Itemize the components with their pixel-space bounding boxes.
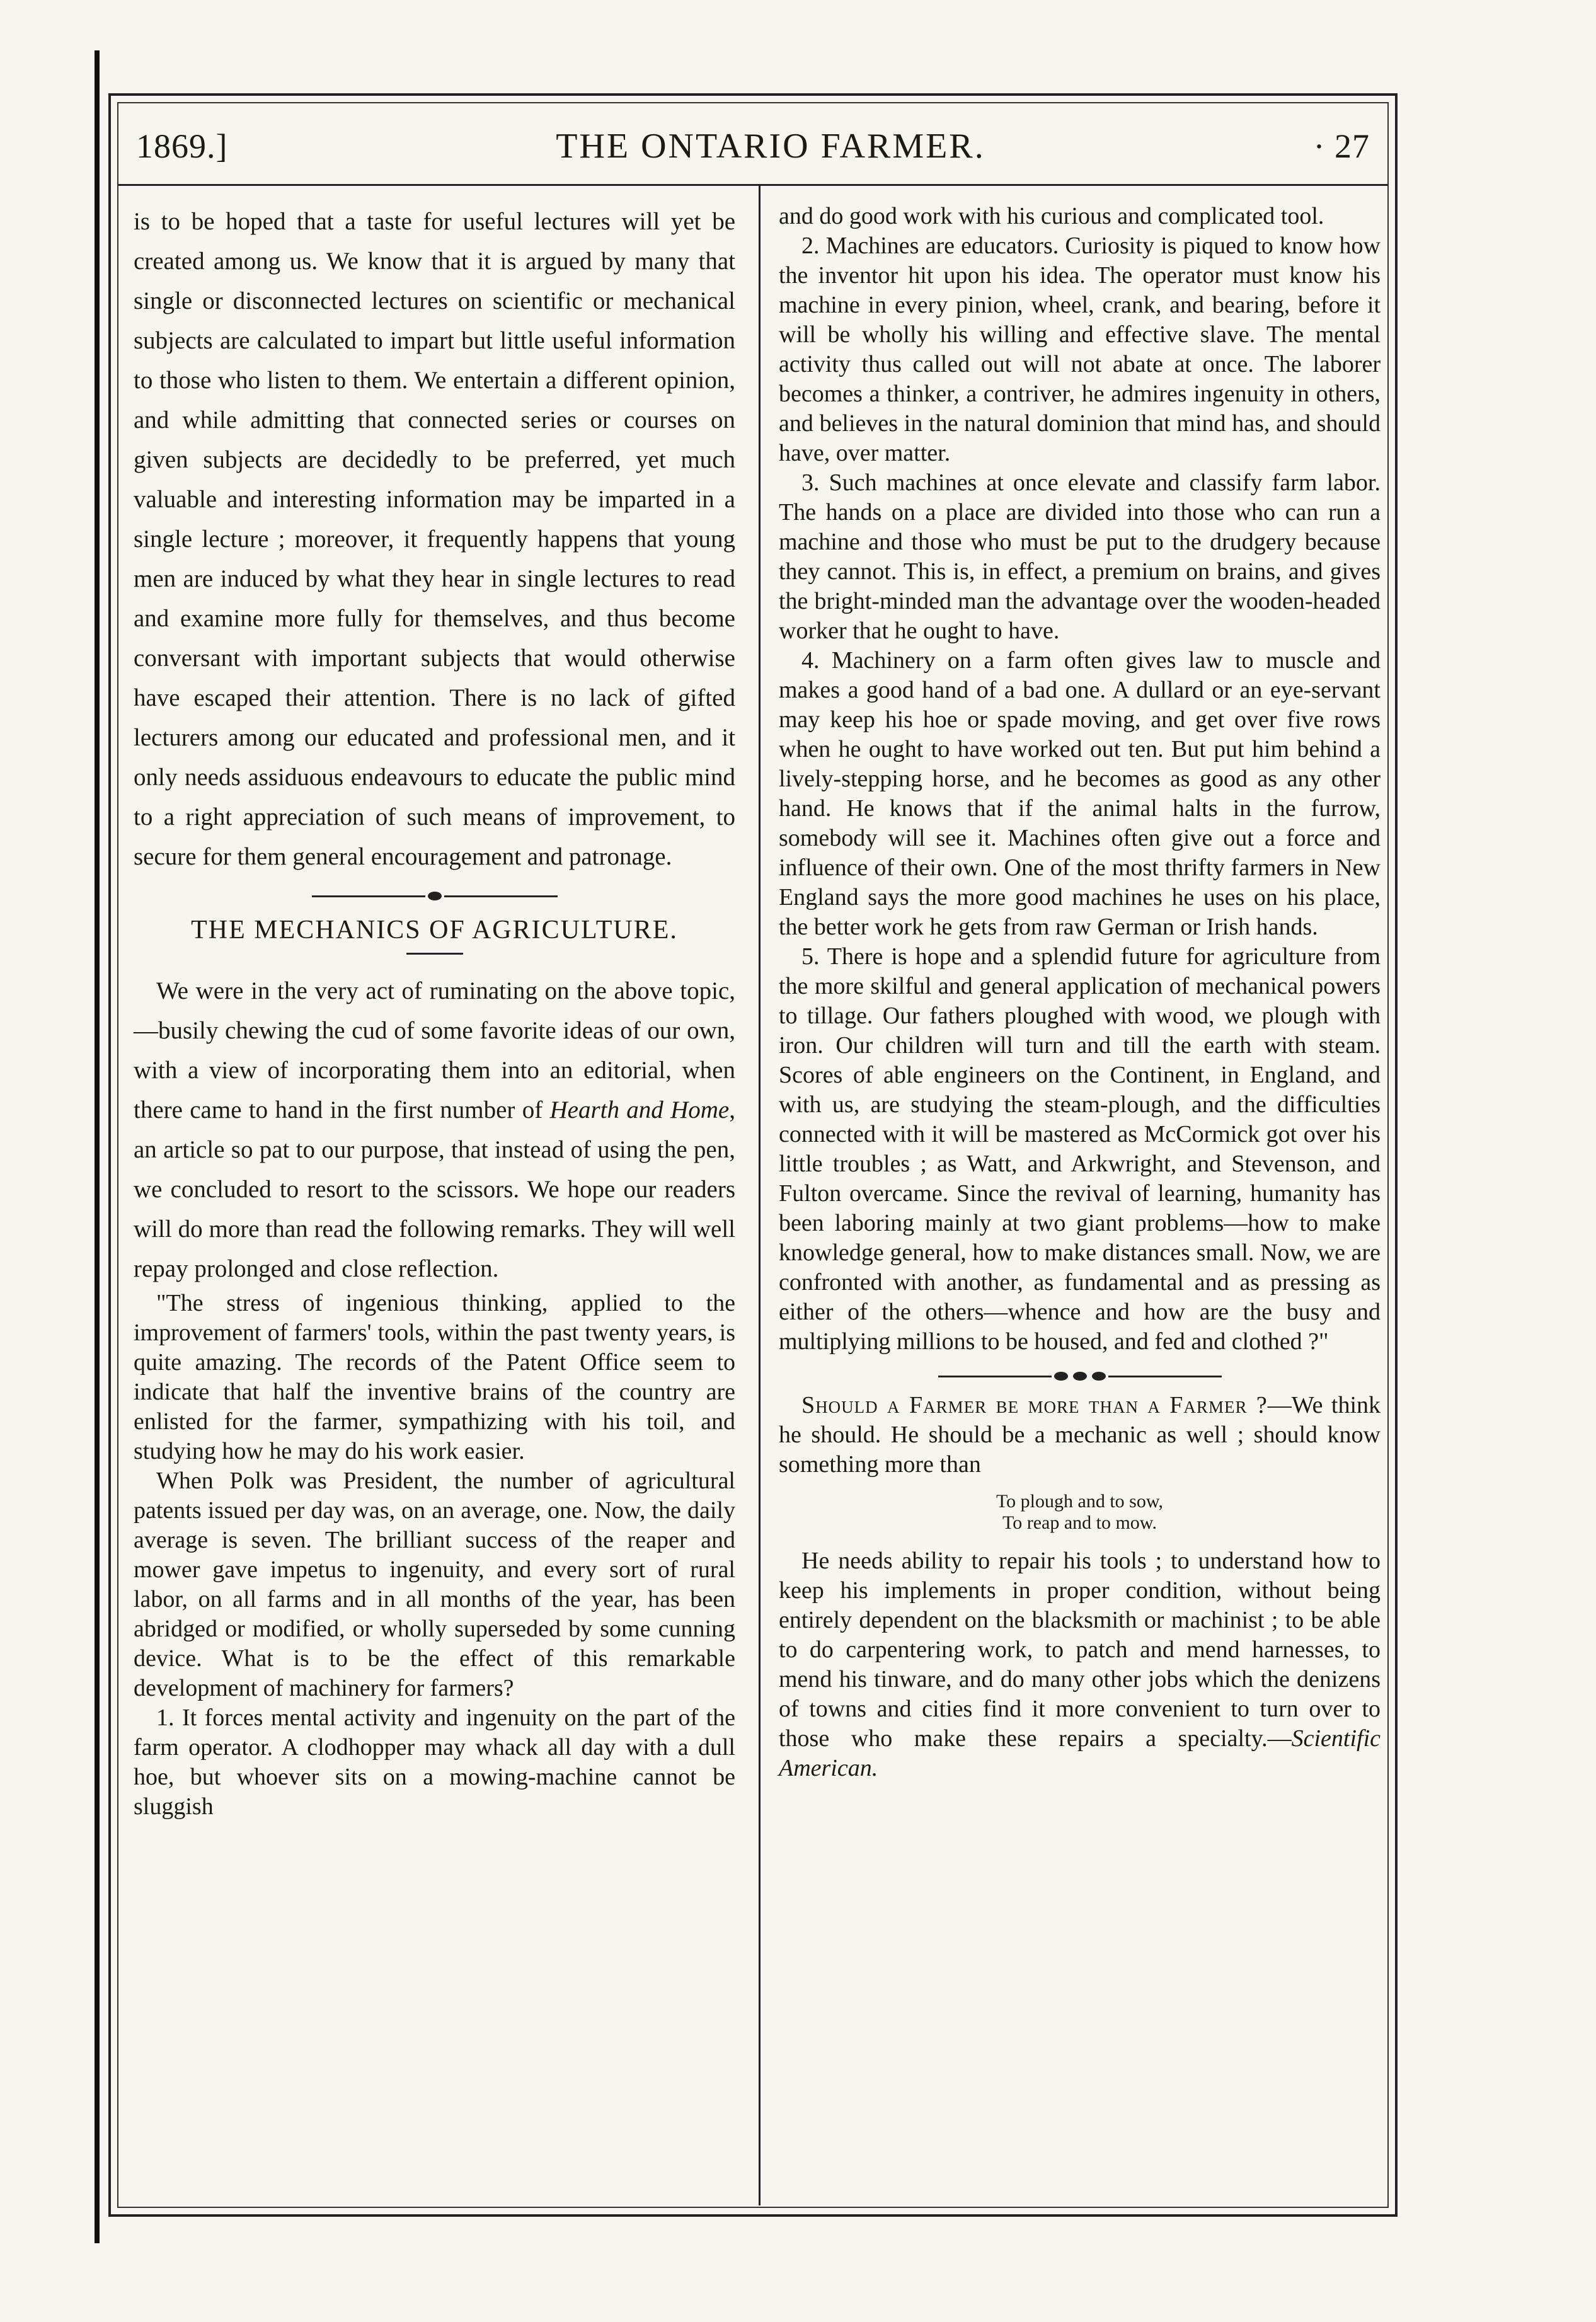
farmer-text: —We think he should. He should be a mechanic as well ; should know something more than: [779, 1392, 1381, 1478]
farmer-paragraph: [779, 1391, 1381, 1480]
lead-paragraph: [134, 971, 735, 1289]
section-ornament: [134, 892, 735, 900]
left-column: [134, 202, 735, 1822]
header-rule: [118, 184, 1387, 186]
poem-quote: [779, 1491, 1381, 1534]
final-text: He needs ability to repair his tools ; to understand how to keep his implements in proper condition, without being entirely dependent on the blacksmith or machinist ; to be able to do carpentering work, to patch and mend harnesses, to mend his tinware, and do many other jobs which the denizens of towns and cities find it more convenient to turn over to those who make these repairs a specialty.—: [779, 1548, 1381, 1752]
header-year: 1869.]: [136, 127, 228, 165]
hearth-and-home-title: Hearth and Home: [549, 1096, 730, 1124]
point-1-end: and do good work with his curious and complicated tool.: [779, 203, 1324, 229]
page-margin-rule: [95, 50, 100, 2243]
running-header: [136, 121, 1370, 171]
poem-line-1: To plough and to sow,: [996, 1491, 1164, 1512]
point-4: 4. Machinery on a farm often gives law to muscle and makes a good hand of a bad one. A dullard or an eye-servant may keep his hoe or spade moving, and get over five rows when he ought to have worked out ten. But put him behind a lively-stepping horse, and he becomes as good as any other hand. He knows that if the animal halts in the furrow, somebody will see it. Machines often give out a force and influence of their own. One of the most thrifty farmers in New England says the more good machines he uses on his place, the better work he gets from raw German or Irish hands.: [779, 647, 1381, 940]
final-paragraph: [779, 1546, 1381, 1783]
lecture-paragraph: is to be hoped that a taste for useful lectures will yet be created among us. We know that it is argued by many that single or disconnected lectures on scientific or mechanical subjects are calculated to impart but little useful information to those who listen to them. We entertain a different opinion, and while admitting that connected series or courses on given subjects are decidedly to be preferred, yet much valuable and interesting information may be imparted in a single lecture ; moreover, it frequently happens that young men are induced by what they hear in single lectures to read and examine more fully for themselves, and thus become conversant with important subjects that would otherwise have escaped their attention. There is no lack of gifted lecturers among our educated and professional men, and it only needs assiduous endeavours to educate the public mind to a right appreciation of such means of improvement, to secure for them general encouragement and patronage.: [134, 208, 735, 870]
header-page-number: · 27: [1313, 127, 1370, 165]
column-divider: [759, 185, 761, 2205]
section-ornament-2: [779, 1372, 1381, 1381]
point-5: 5. There is hope and a splendid future for agriculture from the more skilful and general application of mechanical powers to tillage. Our fathers ploughed with wood, we plough with iron. Our children will turn and till the earth with steam. Scores of able engineers on the Continent, in England, and with us, are studying the steam-plough, and the difficulties connected with it will be mastered as McCormick got over his little troubles ; as Watt, and Arkwright, and Stevenson, and Fulton overcame. Since the revival of learning, humanity has been laboring mainly at two giant problems—how to make knowledge general, how to make distances small. Now, we are confronted with another, as fundamental and as pressing as either of the others—whence and how are the busy and multiplying millions to be housed, and fed and clothed ?": [779, 943, 1381, 1355]
page-frame: [108, 93, 1398, 2217]
header-title: THE ONTARIO FARMER.: [556, 127, 985, 166]
lead-text-b: , an article so pat to our purpose, that instead of using the pen, we concluded to resort to the scissors. We hope our readers will do more than read the following remarks. They will well repay prolonged and close reflection.: [134, 1096, 735, 1282]
poem-line-2: To reap and to mow.: [1002, 1512, 1157, 1533]
point-1-start: 1. It forces mental activity and ingenuity on the part of the farm operator. A clodhopper may whack all day with a dull hoe, but whoever sits on a mowing-machine cannot be sluggish: [134, 1704, 735, 1820]
right-column: [779, 202, 1381, 1783]
point-2: 2. Machines are educators. Curiosity is piqued to know how the inventor hit upon his idea. The operator must know his machine in every pinion, wheel, crank, and bearing, before it will be wholly his willing and effective slave. The mental activity thus called out will not abate at once. The laborer becomes a thinker, a contriver, he admires ingenuity in others, and believes in the natural dominion that mind has, and should have, over matter.: [779, 233, 1381, 466]
farmer-heading: Should a Farmer be more than a Farmer ?: [801, 1392, 1268, 1418]
polk-paragraph: When Polk was President, the number of agricultural patents issued per day was, on an average, one. Now, the daily average is seven. The brilliant success of the reaper and mower gave impetus to ingenuity, and every sort of rural labor, on all farms and in all months of the year, has been abridged or modified, or wholly superseded by some cunning device. What is to be the effect of this remarkable development of machinery for farmers?: [134, 1468, 735, 1701]
final-source: Scientific American.: [779, 1725, 1381, 1781]
point-3: 3. Such machines at once elevate and classify farm labor. The hands on a place are divided into those who can run a machine and those who must be put to the drudgery because they cannot. This is, in effect, a premium on brains, and gives the bright-minded man the advantage over the wooden-headed worker that he ought to have.: [779, 469, 1381, 644]
section-title: THE MECHANICS OF AGRICULTURE.: [191, 916, 678, 945]
lead-text-a: We were in the very act of ruminating on the above topic,—busily chewing the cud of some favorite ideas of our own, with a view of incorporating them into an editorial, when there came to hand in the first number of: [134, 977, 735, 1124]
quote-paragraph: "The stress of ingenious thinking, applied to the improvement of farmers' tools, within the past twenty years, is quite amazing. The records of the Patent Office seem to indicate that half the inventive brains of the country are enlisted for the farmer, sympathizing with his toil, and studying how he may do his work easier.: [134, 1290, 735, 1464]
title-rule: [406, 953, 463, 955]
